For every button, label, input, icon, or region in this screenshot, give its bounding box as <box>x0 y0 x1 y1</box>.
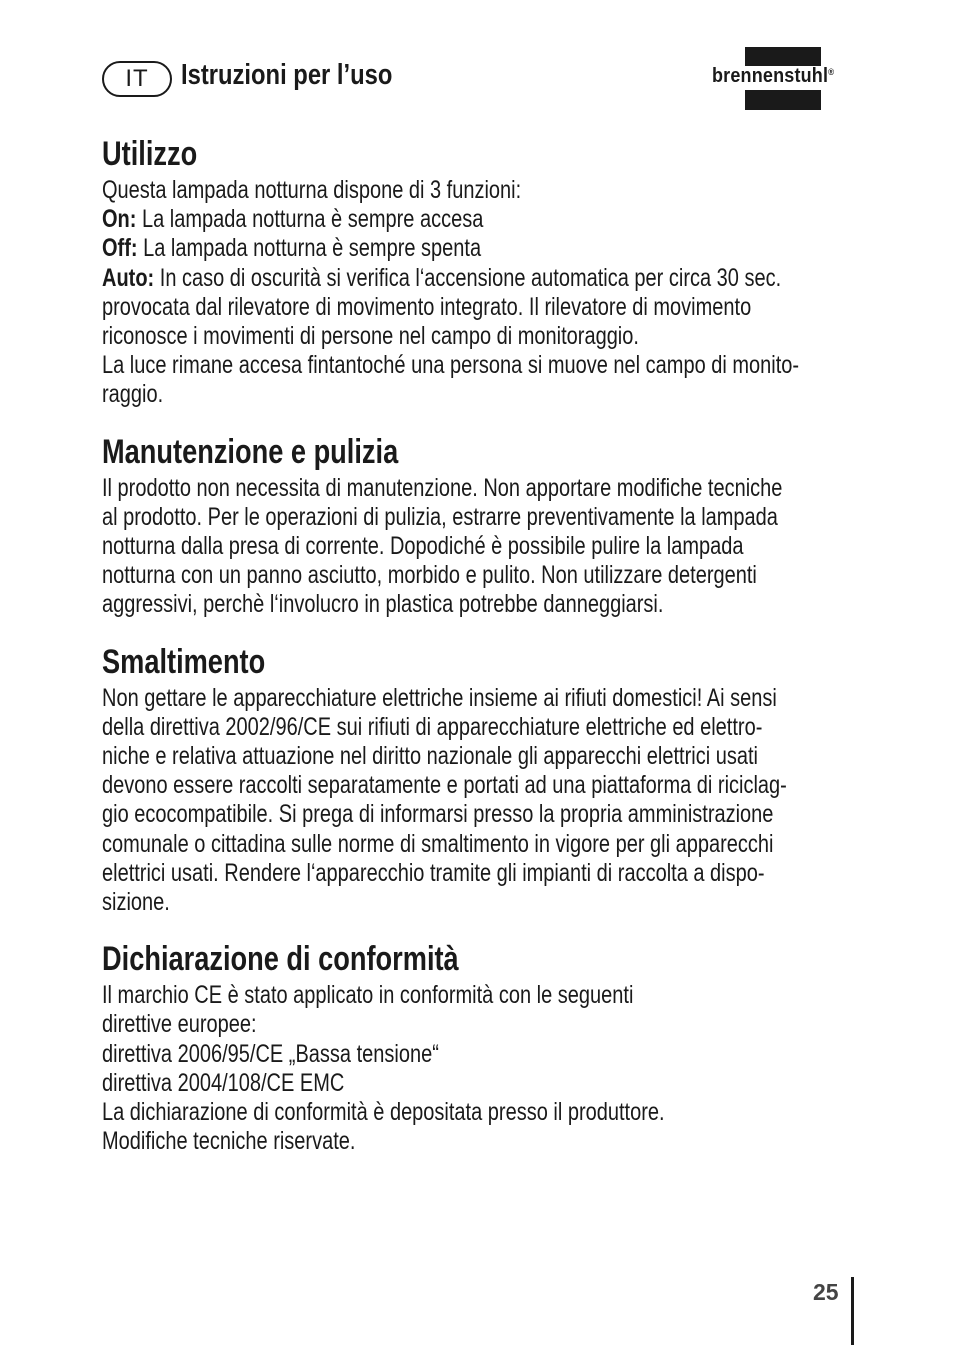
body-line: comunale o cittadina sulle norme di smaltimento in vigore per gli apparecchi <box>102 829 774 858</box>
section-conformita <box>102 939 854 1156</box>
body-line: provocata dal rilevatore di movimento integrato. Il rilevatore di movimento <box>102 292 752 321</box>
section-heading: Smaltimento <box>102 642 266 681</box>
mode-auto-text: In caso di oscurità si verifica l‘accensione automatica per circa 30 sec. <box>154 263 782 292</box>
body-line: al prodotto. Per le operazioni di pulizia, estrarre preventivamente la lampada <box>102 502 778 531</box>
body-line: La dichiarazione di conformità è depositata presso il produttore. <box>102 1098 665 1127</box>
mode-on-text: La lampada notturna è sempre accesa <box>136 205 484 234</box>
body-line: aggressivi, perchè l‘involucro in plastica potrebbe danneggiarsi. <box>102 590 664 619</box>
logo-bar-bottom <box>745 90 821 110</box>
body-line: Il prodotto non necessita di manutenzione. Non apportare modifiche tecniche <box>102 473 783 502</box>
body-line: Il marchio CE è stato applicato in conformità con le seguenti <box>102 981 634 1010</box>
page-number-rule <box>851 1277 854 1345</box>
logo-bar-top <box>745 47 821 66</box>
page-number: 25 <box>813 1279 839 1305</box>
body-line: notturna con un panno asciutto, morbido e pulito. Non utilizzare detergenti <box>102 561 757 590</box>
body-line: sizione. <box>102 888 170 917</box>
section-body <box>102 981 854 1156</box>
body-line: riconosce i movimenti di persone nel campo di monitoraggio. <box>102 322 639 351</box>
body-line: Modifiche tecniche riservate. <box>102 1127 356 1156</box>
section-manutenzione <box>102 432 854 620</box>
body-line: devono essere raccolti separatamente e portati ad una piattaforma di riciclag- <box>102 771 787 800</box>
section-heading: Dichiarazione di conformità <box>102 940 459 979</box>
body-line: Questa lampada notturna dispone di 3 funzioni: <box>102 176 522 204</box>
brand-logo <box>712 47 858 111</box>
body-line: Non gettare le apparecchiature elettriche insieme ai rifiuti domestici! Ai sensi <box>102 683 777 712</box>
section-heading: Manutenzione e pulizia <box>102 432 399 471</box>
body-line: direttiva 2006/95/CE „Bassa tensione“ <box>102 1039 439 1068</box>
logo-text: brennenstuhl <box>712 65 829 87</box>
section-body <box>102 176 854 410</box>
body-line: La luce rimane accesa fintantoché una persona si muove nel campo di monito- <box>102 351 800 380</box>
mode-off-text: La lampada notturna è sempre spenta <box>137 234 482 263</box>
body-line: direttiva 2004/108/CE EMC <box>102 1068 345 1097</box>
logo-wordmark <box>712 65 834 88</box>
body-line: elettrici usati. Rendere l‘apparecchio tramite gli impianti di raccolta a dispo- <box>102 858 765 887</box>
section-body <box>102 474 854 620</box>
section-heading: Utilizzo <box>102 135 198 173</box>
page-content <box>102 134 854 1156</box>
section-utilizzo <box>102 134 854 410</box>
mode-off-line <box>102 234 854 263</box>
body-line: niche e relativa attuazione nel diritto nazionale gli apparecchi elettrici usati <box>102 742 758 771</box>
language-badge: IT <box>102 61 172 97</box>
mode-auto-label: Auto: <box>102 263 155 292</box>
section-body <box>102 684 854 918</box>
body-line: gio ecocompatibile. Si prega di informarsi presso la propria amministrazione <box>102 800 774 829</box>
body-line: della direttiva 2002/96/CE sui rifiuti di apparecchiature elettriche ed elettro- <box>102 712 763 741</box>
body-line: raggio. <box>102 380 164 409</box>
mode-on-label: On: <box>102 205 137 234</box>
body-line: notturna dalla presa di corrente. Dopodiché è possibile pulire la lampada <box>102 532 744 561</box>
registered-mark: ® <box>828 67 835 77</box>
mode-auto-line <box>102 264 854 293</box>
section-smaltimento <box>102 642 854 918</box>
body-line: direttive europee: <box>102 1010 257 1039</box>
header-title: Istruzioni per l’uso <box>181 59 393 91</box>
mode-off-label: Off: <box>102 234 138 263</box>
mode-on-line <box>102 205 854 234</box>
